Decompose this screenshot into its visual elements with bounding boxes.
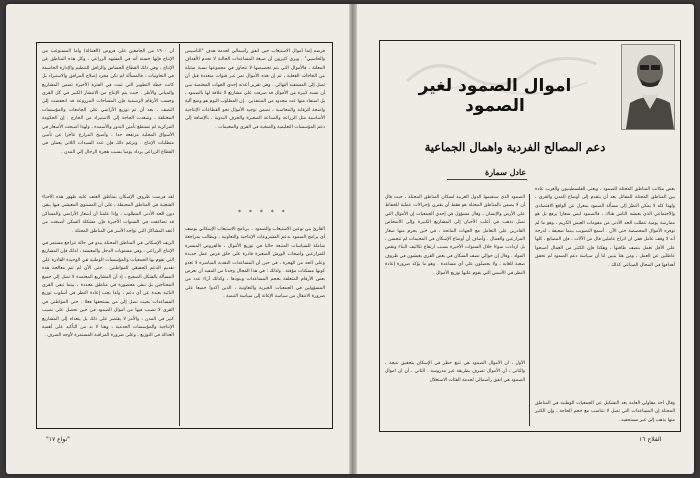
article-column-right-bottom: القارئ بين نوعين الاستيعاب والصمود .. برنامج الاستيعاب الإسكاني يوصف أي برامج الصمود بدعم المشروعات الإنتاجية والتعاونية ، ويطالب بمراجعة شاملة للسياسات المتبعة حاليا في توزيع الأموال ، فالقروض الميسرة للمزارعين وأصحاب الورش الصغيرة قادرة على خلق فرص عمل جديدة وعلى الحد من الهجرة ، في حين أن المساعدات النقدية المباشرة لا تعدو كونها مسكنات مؤقتة . ولذلك : في هذا المجال وجدنا من المفيد أن نعرض بعض الأرقام المتعلقة بحجم المساعدات وبنودها ، وكذلك آراء عدد من المسؤولين في الجمعيات الخيرية والتعاونية ، الذين أكدوا جميعا على ضرورة الانتقال من سياسة الإغاثة إلى سياسة التنمية . — [185, 227, 325, 300]
page-number-right: الفلاح ١٦ — [639, 436, 662, 443]
article-column-right-top: فرضه إنما أموال الاستيعاب حين انفق رأسمالي لخدمة هدف "التأسيس والحاسبي" . ويرى كثيرون أن صيغة المساعدات الحالية لا تخدم الأهداف المعلنة ، فالأموال التي يتم تخصيصها لا تتجاوز في مجموعها نسبة ضئيلة من الحاجات الفعلية ، ثم إن هذه الأموال تمر عبر قنوات متعددة قبل أن تصل إلى المستفيد النهائي . وفي تقرير أعدته إحدى الجهات المختصة تبين أن نسبة كبيرة من الأموال قد صرفت على مشاريع لا علاقة لها بالصمود ، بل استفاد منها عدد محدود من المتنفذين . إن المطلوب اليوم هو وضع آلية واضحة للرقابة والمحاسبة ، تضمن توجيه الأموال نحو القطاعات الإنتاجية الأساسية مثل الزراعة والصناعة الصغيرة والحرف اليدوية ، بالإضافة إلى دعم المؤسسات التعليمية والصحية في القرى والمخيمات . — [185, 49, 325, 130]
column-divider — [529, 194, 530, 426]
page-number-left: "نواع ١٧" — [46, 436, 70, 443]
column-divider — [179, 44, 180, 426]
left-page — [6, 4, 349, 474]
article-column-left: الصمود الذي ستقيمها الدول العربية لسكان المناطق المحتلة ، حيث قال أن لا يضمن بالمناطق المحتلة هو فقط أن يقترن بإجراءات عملية للحفاظ على الأرض والإنسان ، وقال مسؤول في إحدى الجمعيات إن الأموال التي تصل تذهب في أغلب الأحيان إلى المشاريع الكبيرة وإلى الأشخاص القادرين على التعامل مع الجهات المانحة ، في حين يحرم منها صغار المزارعين والعمال . وأضاف أن أوضاع الإسكان في المخيمات لم تتحسن ، بل ازدادت سوءا خلال السنوات الأخيرة بسبب ارتفاع تكاليف البناء ونقص المواد . وقال إن حوالي نصف السكان في بعض القرى يعيشون في ظروف صعبة للغاية ، ولا يحصلون على أي مساعدة . وهو ما يؤكد ضرورة إعادة النظر في الأسس التي يقوم عليها توزيع الأموال . — [385, 195, 525, 276]
binding-gutter — [349, 4, 357, 474]
article-column-left-middle: لقد فرضت ظروف الإسكان بمناطق العنف عليه ظهور هذه الأحياء الشعبية في المناطق المحيطة ، على أن المستوى المعيشي فيها يبقى دون الحد الأدنى المطلوب ، وإذا علمنا أن أسعار الأراضي والمساكن قد تضاعفت في السنوات الأخيرة فإن مشكلة السكن أصبحت من أعقد المشاكل التي تواجه الأسر في المناطق المحتلة . — [42, 195, 174, 234]
article-column-right: بعض مكاتب المناطق المحتلة للصمود ، ويعنى الفلسطينيون والعرب عادة بين المناطق المحتلة للمقاتل بعد أن يتقدم إلى أوضاع المدن والقرى ، ولهذا كله لا يمكن النظر إلى مسألة الصمود بمعزل عن الواقع الاقتصادي والاجتماعي الذي يعيشه الناس هناك ، فالصمود ليس شعارا يرفع بل هو ممارسة يومية تتطلب الحد الأدنى من مقومات العيش الكريم ، وهو ما لم توفره الأموال المخصصة حتى الآن . أسمع التصويب بينما ضعيفة ، لدرجة أنه لا وقف عامل ففي ان اتراح عاملين قال من الآلات ، فإن المصانع ، كلها على الأقل تعمل بنصف طاقتها ، وهكذا فإن الكثير من العمال أصبحوا عاطلين عن العمل ، ومن هنا يتبين لنا أن سياسة دعم الصمود لم تحقق أهدافها في المجال الصناعي كذلك . — [535, 187, 675, 268]
article-column-left-bottom: الريف الإسكاني في المناطق المحتلة يبدو في حالة تتراجع مستمر في الإنتاج الزراعي ، وفي مستويات الدخل والمعيشة ، لذلك فإن المشاريع التي تقوم بها الجمعيات والمؤسسات الوطنية هي الوحيدة القادرة على تقديم الدعم الحقيقي للمواطنين . حتى الآن لم تتم معالجة هذه المسألة بالشكل الصحيح ، إذ أن المشاريع المعتمدة لا تصل إلى جميع المحتاجين بل تبقى محصورة في مناطق محددة ، بينما تبقى القرى النائية بعيدة عن أي دعم ، ولذا يجب إعادة النظر في أسلوب توزيع المساعدات بحيث تصل إلى من يستحقها فعلا . حتى المواطني في القرى لا تصيب فيها من أموال الصمود في حين تحصل على نصيب كبير في المدن ، والأمر لا يقتصر على ذلك بل يتعداه إلى المشاريع الإنتاجية والمؤسسات الخدمية ، وهنا لا بد من التأكيد على أهمية العدالة في التوزيع ، وعلى ضرورة المراقبة المستمرة لأوجه الصرف . — [42, 241, 174, 339]
magazine-spread — [6, 4, 694, 474]
article-subtitle: دعم المصالح الفردية واهمال الجماعية — [424, 140, 606, 154]
author-byline: عادل سمارة — [485, 167, 527, 177]
article-column-left-top: أن ١٩٠٠ من الجامعين على فروض (العمالة) وأما المستوعب من الإنتاج فإنها حسنة أنه في المشهد الزراعي ، وكل هذه المناطق عن الإنتاج ، وفي ذلك القطاع الحساس والرافق للتنظيم والإدارة الحاسمة في التعاونيات ، فالمسألة لم تكن مجرد إصلاح المرافق والاستيراد بل كانت خطة التطوير التي تمت في الفترة الأخيرة تضمن المشاريع والمباني والأطر . حيث يتم الإنتاج من الانتشار الكبير في كل القرى وحسب الأرقام الرسمية فإن المساحات المزروعة قد انخفضت إلى النصف ، بعد أن تم توزيع الأراضي على الجامعات والمؤسسات المختلفة ، وصعدت الحاجة إلى الاستيراد من الخارج . إن الحكومة المركزية لم تستطع تأمين البذور والأسمدة ، ولهذا أصبحت الأسعار في الأسواق المحلية مرتفعة جدا ، وأصبح المزارع عاجزا عن تأمين متطلبات الإنتاج . وبرغم ذلك فإن عدد السيدات اللاتي يعملن في القطاع الزراعي يزداد يوميا بسبب هجرة الرجال إلى المدن . — [42, 49, 174, 155]
right-page — [357, 4, 694, 474]
article-title: اموال الصمود لغير الصمود — [418, 76, 572, 116]
portrait-image — [622, 45, 674, 129]
article-column-left-end: الأول ، ان الأموال الصمود هي تتبع حظر في الإسكان بتحقيق نتيجة ، والثاني ، أن الأموال تصرف بطريقة غير مدروسة . الثاني ، أن ان اموال الصمود هي انفق رأسمالي لخدمة الفئات الاستغلال — [385, 361, 525, 383]
article-column-right-end: وقال أحد مقاولي العامة بعد التشكيل عن الجمعيات الوطنية في المناطق المحتلة إن المساعدات التي تصل لا تتناسب مع حجم الحاجة ، وإن الكثير منها يذهب إلى غير مستحقيه . — [535, 401, 675, 423]
byline-underline — [447, 179, 527, 180]
author-photo — [621, 44, 675, 130]
section-separator: * * * * * — [238, 209, 288, 216]
